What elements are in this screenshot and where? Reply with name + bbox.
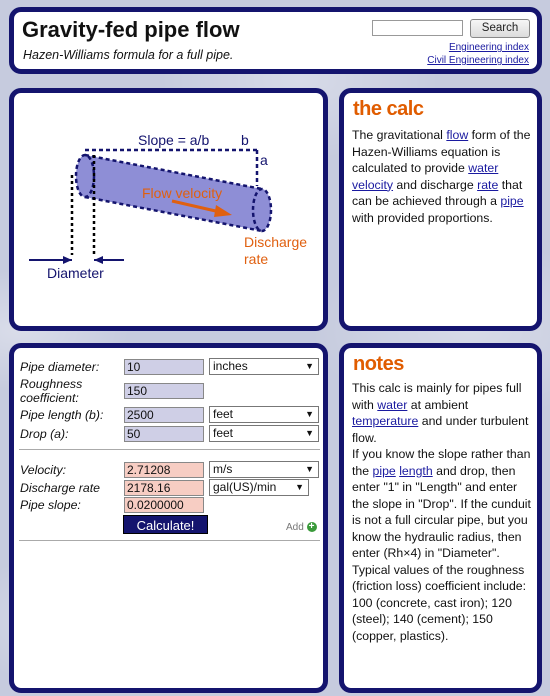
pipe-length-label: Pipe length (b): [20, 408, 104, 422]
the-calc-panel [339, 88, 542, 331]
calculator-form-panel [9, 343, 328, 693]
pipe-link[interactable]: pipe [500, 194, 524, 208]
page-title: Gravity-fed pipe flow [22, 17, 240, 42]
velocity-label: Velocity: [20, 463, 67, 477]
pipe-inlet [76, 155, 94, 197]
flow-link[interactable]: flow [446, 128, 469, 142]
flow-velocity-label: Flow velocity [142, 185, 223, 201]
calc-heading: the calc [353, 98, 424, 120]
water-velocity-link[interactable]: water velocity [352, 161, 499, 192]
length-link[interactable]: length [399, 463, 433, 478]
chevron-down-icon: ▼ [305, 361, 314, 371]
a-label: a [260, 152, 268, 168]
pipe-diameter-unit-select[interactable]: inches ▼ [209, 358, 319, 375]
chevron-down-icon: ▼ [305, 409, 314, 419]
chevron-down-icon: ▼ [295, 482, 304, 492]
chevron-down-icon: ▼ [305, 428, 314, 438]
diagram-panel [9, 88, 328, 331]
drop-input[interactable]: 50 [124, 426, 204, 442]
temperature-link[interactable]: temperature [352, 414, 419, 428]
discharge-rate-unit-select[interactable]: gal(US)/min ▼ [209, 479, 309, 496]
velocity-unit-select[interactable]: m/s ▼ [209, 461, 319, 478]
search-input[interactable] [372, 20, 463, 36]
diameter-label: Diameter [47, 265, 104, 281]
engineering-index-link[interactable]: Engineering index [448, 42, 529, 53]
add-button[interactable]: Add + [286, 522, 317, 533]
header-panel [9, 7, 542, 74]
plus-icon: + [307, 522, 317, 532]
divider [19, 449, 320, 450]
rate-link[interactable]: rate [477, 177, 499, 192]
roughness-coefficient-input[interactable]: 150 [124, 383, 204, 399]
search-button[interactable]: Search [470, 19, 530, 38]
pipe-link[interactable]: pipe [372, 463, 396, 478]
discharge-rate-output: 2178.16 [124, 480, 204, 496]
calculate-button[interactable]: Calculate! [123, 515, 208, 534]
b-label: b [241, 132, 249, 148]
divider [19, 540, 320, 541]
discharge-label: Discharge [244, 234, 308, 250]
pipe-diagram [14, 93, 323, 326]
pipe-outlet [253, 189, 271, 231]
notes-heading: notes [353, 353, 404, 375]
water-link[interactable]: water [377, 397, 408, 412]
calc-description: The gravitational flow form of the Hazen-Williams equation is calculated to provide water velocity and discharge rate that can be achieved through a pipe with provided proportions. [352, 128, 531, 225]
chevron-down-icon: ▼ [305, 464, 314, 474]
velocity-output: 2.71208 [124, 462, 204, 478]
drop-label: Drop (a): [20, 427, 69, 441]
pipe-diameter-input[interactable]: 10 [124, 359, 204, 375]
pipe-slope-label: Pipe slope: [20, 498, 81, 512]
pipe-diameter-label: Pipe diameter: [20, 360, 100, 374]
notes-panel [339, 343, 542, 693]
discharge-rate-label: rate [244, 251, 269, 267]
page-subtitle: Hazen-Williams formula for a full pipe. [23, 48, 234, 62]
notes-paragraph-1: This calc is mainly for pipes full with water at ambient temperature and under turbulent flow. If you know the slope rather than the pipe length and drop, then enter "1" in "Length" and enter the slope in "Drop". If the cunduit is not a full circular pipe, but you know the hydraulic radius, then enter (Rh×4) in "Diameter". Typical values of the roughness (friction loss) coefficient include: 100 (concrete, cast iron); 120 (steel); 140 (cement); 150 (copper, plastics). [352, 381, 531, 643]
drop-unit-select[interactable]: feet ▼ [209, 425, 319, 442]
discharge-rate-label: Discharge rate [20, 481, 100, 495]
slope-label: Slope = a/b [138, 132, 210, 148]
pipe-length-unit-select[interactable]: feet ▼ [209, 406, 319, 423]
roughness-coefficient-label: Roughness coefficient: [20, 377, 83, 405]
civil-engineering-index-link[interactable]: Civil Engineering index [427, 55, 529, 66]
pipe-slope-output: 0.0200000 [124, 497, 204, 513]
pipe-length-input[interactable]: 2500 [124, 407, 204, 423]
